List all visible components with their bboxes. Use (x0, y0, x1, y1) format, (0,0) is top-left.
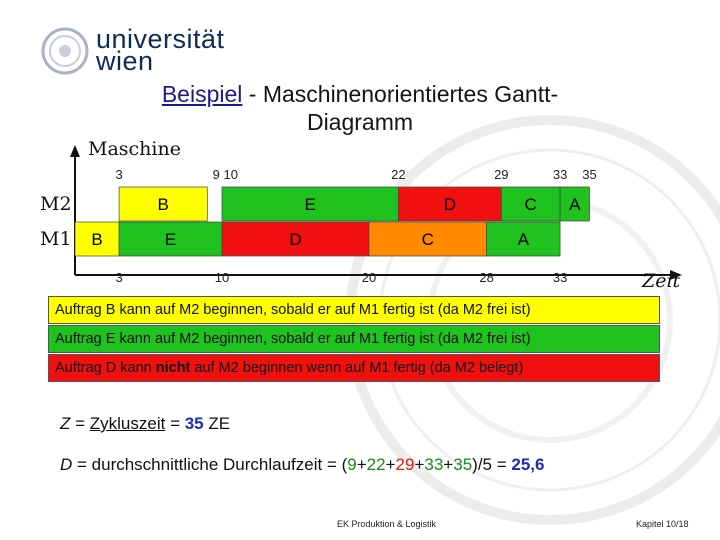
cycle-time-formula (60, 414, 230, 434)
d-p4: + (443, 455, 454, 474)
y-axis-title: Maschine (88, 138, 181, 160)
university-emblem-icon (40, 26, 90, 76)
footer-course: EK Produktion & Logistik (337, 519, 437, 529)
footer-page: Kapitel 10/18 (636, 519, 689, 529)
note-job-d (48, 354, 660, 382)
title-line-1: - Maschinenorientiertes Gantt- (242, 81, 559, 107)
y-axis-arrow (70, 145, 80, 157)
bottom-tick-label: 3 (115, 270, 123, 285)
throughput-time-formula (60, 455, 544, 475)
note-d-part-1: Auftrag D kann (55, 360, 156, 376)
d-p1: + (356, 455, 367, 474)
d-n4: 33 (424, 455, 444, 474)
title-line-2: Diagramm (306, 109, 414, 135)
note-job-b: Auftrag B kann auf M2 beginnen, sobald er auf M1 fertig ist (da M2 frei ist) (48, 296, 660, 324)
gantt-bar-label-m1-e: E (164, 230, 177, 249)
gantt-bar-label-m2-a: A (569, 195, 581, 214)
z-value: 35 (184, 414, 204, 433)
top-tick-label: 35 (582, 167, 597, 182)
bottom-tick-label: 28 (479, 270, 494, 285)
d-text: = durchschnittliche Durchlaufzeit = ( (72, 455, 348, 474)
top-tick-label: 22 (391, 167, 406, 182)
gantt-bar-label-m1-b: B (91, 230, 103, 249)
d-n3: 29 (395, 455, 415, 474)
d-p3: + (414, 455, 425, 474)
d-variable: D (60, 455, 73, 474)
z-unit: ZE (203, 414, 231, 433)
z-equals-1: = (70, 414, 90, 433)
gantt-bar-label-m2-b: B (157, 195, 169, 214)
bottom-tick-label: 33 (552, 270, 568, 285)
logo-line-2: wien (96, 46, 154, 76)
gantt-bar-label-m2-d: D (443, 195, 456, 214)
top-tick-label: 33 (552, 167, 568, 182)
title-link[interactable]: Beispiel (161, 81, 243, 107)
z-variable: Z (60, 414, 71, 433)
gantt-bar-label-m1-a: A (517, 230, 530, 249)
note-job-e: Auftrag E kann auf M2 beginnen, sobald er auf M1 fertig ist (da M2 frei ist) (48, 325, 660, 353)
d-n1: 9 (347, 455, 357, 474)
top-tick-label: 3 (115, 167, 123, 182)
machine-label-m2: M2 (40, 193, 72, 215)
machine-label-m1: M1 (40, 228, 72, 250)
top-tick-label: 9 10 (212, 167, 238, 182)
page-title (60, 80, 660, 136)
logo-line-1: universität (96, 24, 225, 54)
bottom-tick-label: 10 (214, 270, 230, 285)
gantt-chart (30, 135, 710, 295)
z-term: Zykluszeit (89, 414, 166, 433)
d-close: )/5 = (472, 455, 512, 474)
x-axis-title: Zeit (642, 270, 681, 292)
university-logo (40, 22, 240, 82)
note-d-emphasis: nicht (155, 360, 191, 376)
d-result: 25,6 (511, 455, 545, 474)
bottom-tick-label: 20 (361, 270, 377, 285)
gantt-bar-label-m1-d: D (289, 230, 302, 249)
d-n2: 22 (366, 455, 386, 474)
d-n5: 35 (453, 455, 473, 474)
gantt-bar-label-m1-c: C (421, 230, 434, 249)
gantt-bar-label-m2-c: C (524, 195, 537, 214)
gantt-bar-label-m2-e: E (304, 195, 316, 214)
top-tick-label: 29 (494, 167, 509, 182)
z-equals-2: = (165, 414, 185, 433)
d-p2: + (385, 455, 396, 474)
note-d-part-2: auf M2 beginnen wenn auf M1 fertig (da M2 belegt) (190, 360, 524, 376)
